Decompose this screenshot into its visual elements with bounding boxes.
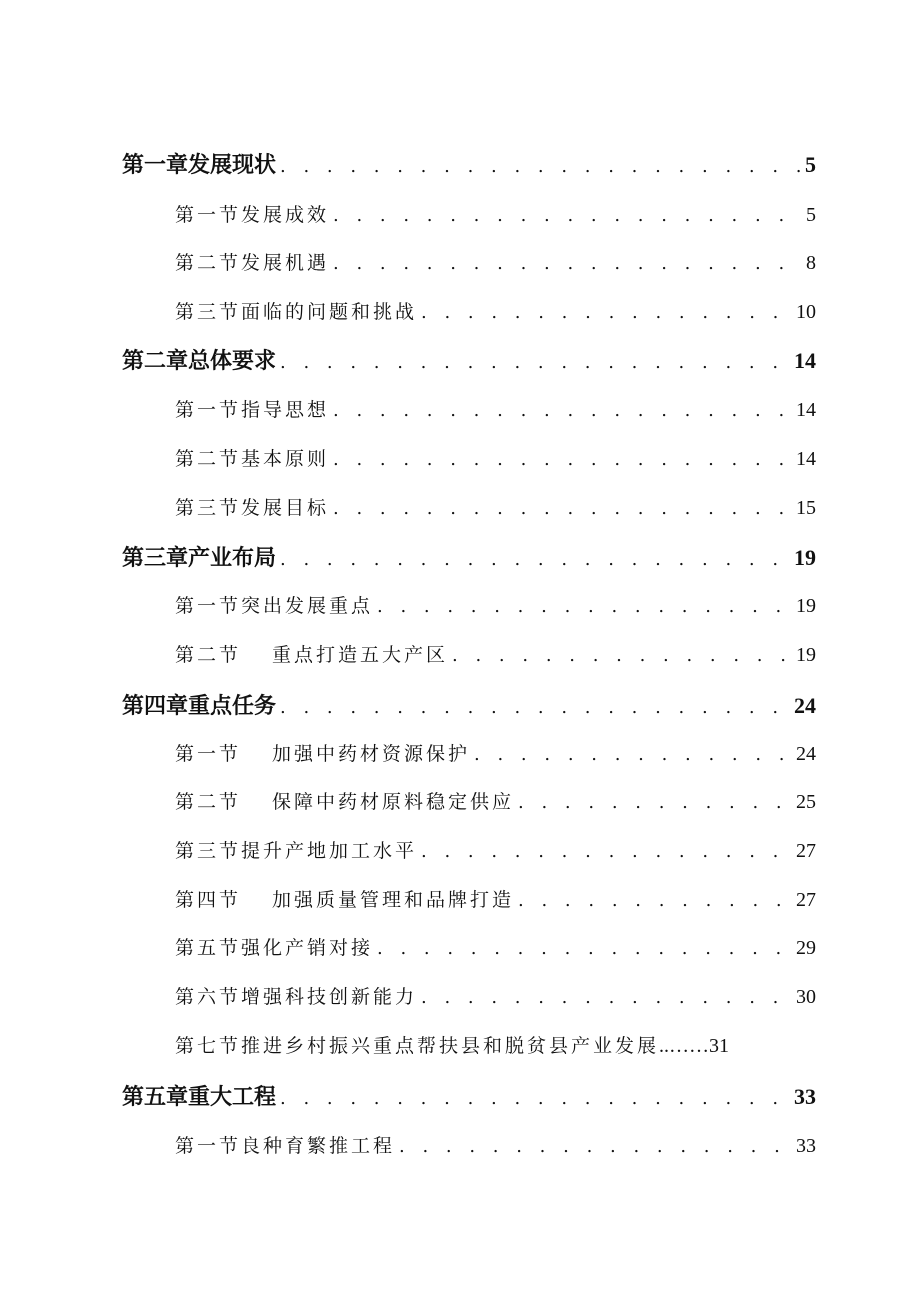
toc-entry-title: 第一节 加强中药材资源保护 [175, 743, 471, 765]
toc-entry-section [175, 640, 816, 674]
toc-entry-title: 第二章总体要求 [122, 349, 277, 374]
dot-leader [474, 744, 792, 765]
toc-entry-section [175, 933, 816, 967]
toc-entry-title: 第二节 保障中药材原料稳定供应 [175, 791, 515, 813]
toc-entry-title: 第五节强化产销对接 [175, 937, 374, 959]
toc-entry-title: 第二节发展机遇 [175, 252, 330, 274]
toc-entry-section [175, 1131, 816, 1165]
toc-entry-chapter-5 [122, 1080, 816, 1114]
toc-entry-page-number: 27 [796, 889, 816, 911]
dot-leader [421, 302, 792, 323]
toc-entry-chapter-3 [122, 541, 816, 575]
dot-leader [399, 1136, 792, 1157]
toc-entry-title: 第五章重大工程 [122, 1085, 277, 1110]
dot-leader [377, 938, 792, 959]
toc-entry-section [175, 395, 816, 429]
toc-entry-page-number: 27 [796, 840, 816, 862]
toc-entry-title: 第三章产业布局 [122, 546, 277, 571]
toc-entry-title: 第三节面临的问题和挑战 [175, 301, 418, 323]
toc-entry-page-number: 33 [794, 1084, 816, 1109]
toc-entry-page-number: 24 [794, 693, 816, 718]
toc-entry-section [175, 982, 816, 1016]
dot-leader [333, 205, 802, 226]
toc-entry-title: 第四章重点任务 [122, 694, 277, 719]
toc-entry-section [175, 591, 816, 625]
dot-leader [333, 498, 792, 519]
toc-entry-title: 第一节突出发展重点 [175, 595, 374, 617]
dot-leader [333, 449, 792, 470]
toc-entry-title: 第四节 加强质量管理和品牌打造 [175, 889, 515, 911]
toc-entry-page-number: 31 [709, 1035, 730, 1057]
toc-entry-section [175, 836, 816, 870]
toc-entry-page-number: 33 [796, 1135, 816, 1157]
toc-entry-title: 第三节发展目标 [175, 497, 330, 519]
toc-entry-title: 第一节指导思想 [175, 399, 330, 421]
toc-entry-section [175, 1031, 795, 1065]
dot-leader [280, 549, 790, 570]
toc-entry-section [175, 885, 816, 919]
toc-entry-page-number: 19 [794, 545, 816, 570]
dot-leader [421, 987, 792, 1008]
toc-entry-section [175, 444, 816, 478]
toc-entry-page-number: 5 [806, 204, 816, 226]
toc-entry-title: 第七节推进乡村振兴重点帮扶县和脱贫县产业发展 [175, 1035, 660, 1057]
toc-entry-page-number: 14 [796, 448, 816, 470]
toc-entry-section [175, 493, 816, 527]
toc-entry-title: 第二节 重点打造五大产区 [175, 644, 449, 666]
toc-entry-page-number: 10 [796, 301, 816, 323]
toc-entry-page-number: 25 [796, 791, 816, 813]
toc-entry-section [175, 787, 816, 821]
toc-entry-page-number: 8 [806, 252, 816, 274]
toc-entry-section [175, 297, 816, 331]
toc-entry-leader-text: ..…… [659, 1035, 710, 1057]
toc-entry-section [175, 200, 816, 234]
dot-leader [452, 645, 792, 666]
toc-entry-page-number: 5 [805, 152, 816, 177]
toc-entry-section [175, 248, 816, 282]
dot-leader [280, 697, 790, 718]
toc-entry-page-number: 14 [796, 399, 816, 421]
toc-entry-title: 第三节提升产地加工水平 [175, 840, 418, 862]
toc-entry-page-number: 30 [796, 986, 816, 1008]
toc-entry-chapter-1 [122, 148, 816, 182]
toc-entry-title: 第一节发展成效 [175, 204, 330, 226]
toc-entry-section [175, 739, 816, 773]
toc-entry-title: 第一章发展现状 [122, 153, 277, 178]
toc-entry-page-number: 14 [794, 348, 816, 373]
dot-leader [333, 253, 802, 274]
toc-entry-title: 第二节基本原则 [175, 448, 330, 470]
toc-entry-page-number: 19 [796, 595, 816, 617]
dot-leader [333, 400, 792, 421]
dot-leader [518, 890, 792, 911]
toc-entry-page-number: 15 [796, 497, 816, 519]
toc-entry-title: 第一节良种育繁推工程 [175, 1135, 396, 1157]
toc-entry-page-number: 24 [796, 743, 816, 765]
toc-entry-title: 第六节增强科技创新能力 [175, 986, 418, 1008]
dot-leader [280, 1088, 790, 1109]
toc-entry-page-number: 29 [796, 937, 816, 959]
dot-leader [377, 596, 792, 617]
toc-entry-chapter-2 [122, 344, 816, 378]
dot-leader [518, 792, 792, 813]
toc-entry-chapter-4 [122, 689, 816, 723]
dot-leader [280, 352, 790, 373]
dot-leader [280, 156, 801, 177]
dot-leader [421, 841, 792, 862]
toc-entry-page-number: 19 [796, 644, 816, 666]
